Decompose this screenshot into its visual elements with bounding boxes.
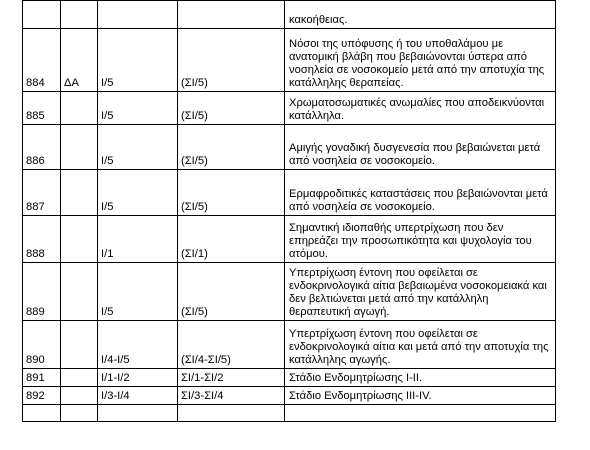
table-row [23,321,556,369]
row-code [61,92,98,125]
row-category-secondary: (ΣΙ/5) [178,92,285,125]
row-category-secondary: (ΣΙ/5) [178,29,285,92]
row-category: Ι/5 [98,125,178,170]
row-code [61,387,98,405]
row-category-secondary [178,1,285,29]
row-category-secondary: (ΣΙ/1) [178,216,285,263]
row-code [61,369,98,387]
row-number: 885 [23,92,61,125]
table-row [23,170,556,216]
row-description: Αμιγής γοναδική δυσγενεσία που βεβαιώνεται μετά από νοσηλεία σε νοσοκομείο. [285,125,556,170]
row-description [285,405,556,422]
row-category-secondary: (ΣΙ/4-ΣΙ/5) [178,321,285,369]
row-category: Ι/5 [98,29,178,92]
row-number [23,1,61,29]
row-description: Ερμαφροδιτικές καταστάσεις που βεβαιώνονται μετά από νοσηλεία σε νοσοκομείο. [285,170,556,216]
row-category-secondary: ΣΙ/1-ΣΙ/2 [178,369,285,387]
row-description: Υπερτρίχωση έντονη που οφείλεται σε ενδοκρινολογικά αίτια και μετά από την αποτυχία της κατάλληλης αγωγής. [285,321,556,369]
row-category: Ι/1 [98,216,178,263]
row-code [61,263,98,321]
row-code [61,170,98,216]
row-description: Σημαντική ιδιοπαθής υπερτρίχωση που δεν επηρεάζει την προσωπικότητα και ψυχολογία του ατόμου. [285,216,556,263]
row-code [61,405,98,422]
row-category: Ι/5 [98,92,178,125]
row-number: 888 [23,216,61,263]
row-description: Στάδιο Ενδομητρίωσης Ι-ΙΙ. [285,369,556,387]
row-category-secondary: ΣΙ/3-ΣΙ/4 [178,387,285,405]
row-number: 886 [23,125,61,170]
row-category-secondary: (ΣΙ/5) [178,170,285,216]
row-code [61,125,98,170]
row-number: 889 [23,263,61,321]
table-row [23,216,556,263]
table-row [23,263,556,321]
row-category: Ι/5 [98,263,178,321]
row-description: Χρωματοσωματικές ανωμαλίες που αποδεικνύονται κατάλληλα. [285,92,556,125]
row-number: 887 [23,170,61,216]
row-code: ΔΑ [61,29,98,92]
row-category [98,405,178,422]
row-category: Ι/4-Ι/5 [98,321,178,369]
row-description: Νόσοι της υπόφυσης ή του υποθαλάμου με ανατομική βλάβη που βεβαιώνονται ύστερα από νοσηλεία σε νοσοκομείο μετά από την αποτυχία της κατάλληλης θεραπείας. [285,29,556,92]
row-category: Ι/1-Ι/2 [98,369,178,387]
row-code [61,321,98,369]
row-category-secondary [178,405,285,422]
row-category: Ι/3-Ι/4 [98,387,178,405]
disability-table [22,0,556,422]
row-number: 890 [23,321,61,369]
row-category [98,1,178,29]
row-description: κακοήθειας. [285,1,556,29]
table-row [23,387,556,405]
row-number [23,405,61,422]
row-description: Στάδιο Ενδομητρίωσης ΙΙΙ-ΙV. [285,387,556,405]
row-category-secondary: (ΣΙ/5) [178,263,285,321]
table-row [23,125,556,170]
row-category: Ι/5 [98,170,178,216]
row-number: 891 [23,369,61,387]
row-category-secondary: (ΣΙ/5) [178,125,285,170]
table-row [23,369,556,387]
table-row [23,405,556,422]
row-number: 884 [23,29,61,92]
table-row [23,1,556,29]
row-description: Υπερτρίχωση έντονη που οφείλεται σε ενδοκρινολογικά αίτια βεβαιωμένα νοσοκομειακά και δεν βελτιώνεται μετά από την κατάλληλη θεραπευτική αγωγή. [285,263,556,321]
row-number: 892 [23,387,61,405]
table-row [23,92,556,125]
row-code [61,1,98,29]
table-row [23,29,556,92]
row-code [61,216,98,263]
